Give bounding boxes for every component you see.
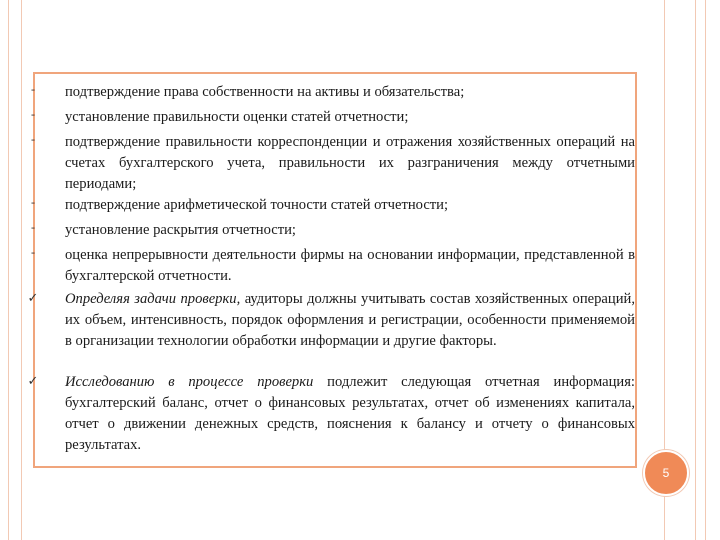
content-box (27, 72, 637, 468)
left-decor-line (21, 0, 22, 540)
emphasis-text: Определяя задачи проверки, (65, 291, 241, 307)
dash-bullet: - (31, 245, 35, 259)
badge-line-bottom (664, 496, 665, 540)
list-item-text: установление раскрытия отчетности; (65, 222, 296, 238)
dash-bullet: - (31, 195, 35, 209)
dash-bullet: - (31, 132, 35, 146)
list-item-text: оценка непрерывности деятельности фирмы на основании информации, представленной в бухгалтерской отчетности. (65, 247, 635, 284)
badge-line-top (664, 0, 665, 450)
dash-bullet: - (31, 82, 35, 96)
emphasis-text: Исследованию в процессе проверки (65, 374, 314, 390)
body-text: подлежит следующая отчетная информация: бухгалтерский баланс, отчет о финансовых результатах, отчет об изменениях капитала, отчет о движении денежных средств, пояснения к балансу и отчету о финансовых результатах. (65, 374, 635, 453)
list-item-text: подтверждение права собственности на активы и обязательства; (65, 84, 465, 100)
dash-bullet: - (31, 220, 35, 234)
list-item-text (65, 372, 635, 456)
list-item-text: подтверждение арифметической точности статей отчетности; (65, 197, 449, 213)
checkmark-icon: ✓ (27, 290, 39, 305)
checkmark-icon: ✓ (27, 373, 39, 388)
list-item-text: подтверждение правильности корреспонденции и отражения хозяйственных операций на счетах бухгалтерского учета, правильности их разграничения между отчетными периодами; (65, 134, 635, 192)
list-item-text: установление правильности оценки статей отчетности; (65, 109, 409, 125)
dash-bullet: - (31, 107, 35, 121)
right-decor-line (695, 0, 696, 540)
list-item-text (65, 289, 635, 352)
page-number-badge: 5 (643, 450, 689, 496)
body-text: аудиторы должны учитывать состав хозяйственных операций, их объем, интенсивность, порядок оформления и регистрации, особенности применяемой в организации технологии обработки информации и другие факторы. (65, 291, 635, 349)
